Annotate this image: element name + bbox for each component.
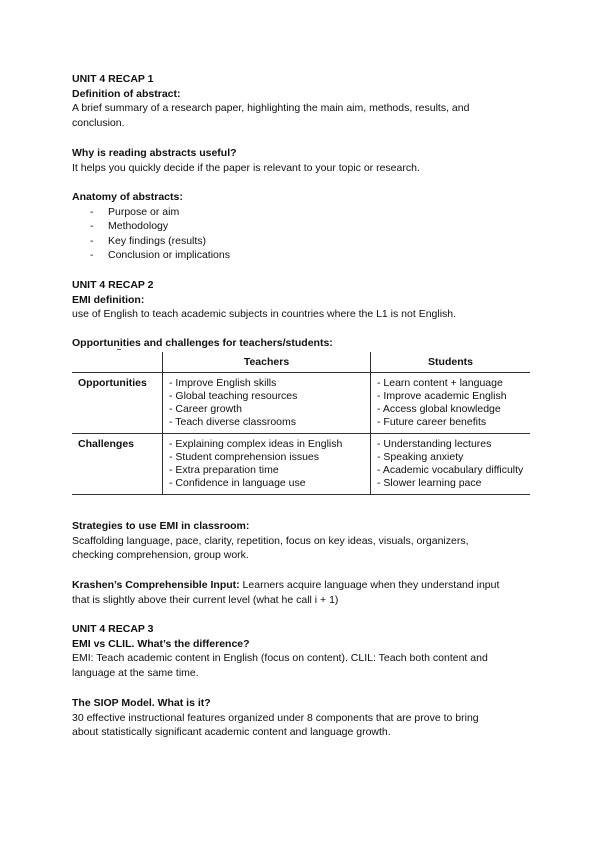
recap2-section (72, 278, 542, 322)
strategies-text-line-1: Scaffolding language, pace, clarity, repetition, focus on key ideas, visuals, organizers, (72, 534, 469, 547)
recap3-section (72, 622, 542, 680)
cell-line: - Career growth (169, 403, 242, 415)
cell-line: - Academic vocabulary difficulty (377, 464, 524, 476)
strategies-heading: Strategies to use EMI in classroom: (72, 520, 250, 532)
cell-line: - Teach diverse classrooms (169, 416, 297, 428)
definition-text-line-1: A brief summary of a research paper, highlighting the main aim, methods, results, and (72, 102, 470, 114)
siop-section (72, 696, 542, 740)
recap1-title: UNIT 4 RECAP 1 (72, 73, 154, 85)
cell-line: - Access global knowledge (377, 403, 501, 415)
list-item: - Methodology (72, 219, 542, 234)
challenges-teachers-cell (163, 434, 371, 495)
cell-line: - Improve academic English (377, 390, 507, 402)
anatomy-heading: Anatomy of abstracts: (72, 191, 183, 203)
table-row (72, 373, 530, 434)
why-heading: Why is reading abstracts useful? (72, 147, 237, 159)
emi-definition-heading: EMI definition: (72, 293, 145, 306)
opportunities-heading-block (72, 336, 542, 351)
row-label-challenges: Challenges (72, 434, 163, 495)
cell-line: - Improve English skills (169, 377, 277, 389)
table-corner-cell (72, 352, 163, 373)
cell-line: - Student comprehension issues (169, 451, 319, 463)
cell-line: - Global teaching resources (169, 390, 298, 402)
column-header-students: Students (371, 352, 531, 373)
cell-line: - Confidence in language use (169, 477, 306, 489)
krashen-text-2: that is slightly above their current level (what he call i + 1) (72, 593, 339, 606)
why-text: It helps you quickly decide if the paper is relevant to your topic or research. (72, 161, 420, 174)
column-header-teachers: Teachers (163, 352, 371, 373)
anatomy-section (72, 190, 542, 263)
why-section (72, 146, 542, 175)
recap3-title: UNIT 4 RECAP 3 (72, 623, 154, 635)
challenges-students-cell (371, 434, 531, 495)
strategies-section (72, 519, 542, 563)
cell-line: - Future career benefits (377, 416, 487, 428)
krashen-section (72, 578, 542, 607)
krashen-text-1: Learners acquire language when they understand input (239, 579, 500, 591)
cell-line: - Speaking anxiety (377, 451, 464, 463)
list-item: - Purpose or aim (72, 205, 542, 220)
emi-definition-text: use of English to teach academic subjects in countries where the L1 is not English. (72, 308, 457, 320)
list-item: - Conclusion or implications (72, 248, 542, 263)
cell-line: - Explaining complex ideas in English (169, 438, 343, 450)
cell-line: - Extra preparation time (169, 464, 279, 476)
siop-heading: The SIOP Model. What is it? (72, 697, 211, 709)
opportunities-challenges-table (72, 352, 530, 495)
cell-line: - Understanding lectures (377, 438, 492, 450)
recap2-title: UNIT 4 RECAP 2 (72, 279, 154, 291)
opportunities-heading: Opportunities and challenges for teachers/students: (72, 337, 333, 349)
decorative-mark (117, 349, 121, 350)
cell-line: - Slower learning pace (377, 477, 482, 489)
list-item: - Key findings (results) (72, 234, 542, 249)
anatomy-list (72, 205, 542, 263)
krashen-heading: Krashen’s Comprehensible Input: (72, 579, 240, 591)
definition-heading: Definition of abstract: (72, 87, 181, 100)
siop-text-line-2: about statistically significant academic content and language growth. (72, 726, 391, 738)
krashen-line-1 (72, 578, 542, 593)
strategies-text-line-2: checking comprehension, group work. (72, 549, 249, 561)
row-label-opportunities: Opportunities (72, 373, 163, 434)
opportunities-students-cell (371, 373, 531, 434)
siop-text-line-1: 30 effective instructional features organized under 8 components that are prove to bring (72, 711, 479, 724)
opportunities-teachers-cell (163, 373, 371, 434)
emi-clil-text-line-2: language at the same time. (72, 666, 199, 679)
cell-line: - Learn content + language (377, 377, 503, 389)
emi-clil-heading: EMI vs CLIL. What’s the difference? (72, 637, 250, 650)
recap1-section (72, 72, 542, 130)
emi-clil-text-line-1: EMI: Teach academic content in English (focus on content). CLIL: Teach both content and (72, 652, 488, 664)
table-row (72, 434, 530, 495)
table-header-row (72, 352, 530, 373)
definition-text-line-2: conclusion. (72, 116, 125, 129)
